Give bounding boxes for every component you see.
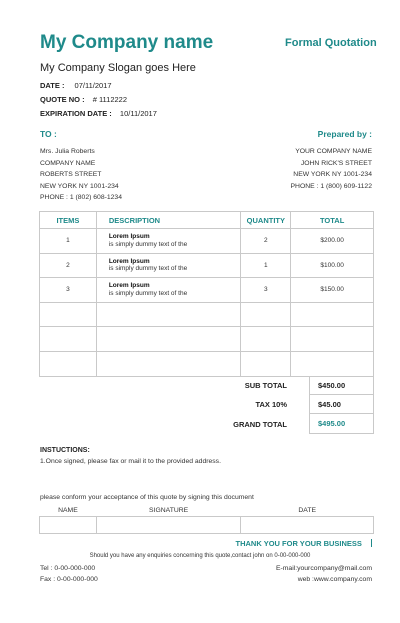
row-quantity	[241, 327, 291, 352]
quote-value: # 1112222	[92, 95, 128, 104]
recipient-name: Mrs. Julia Roberts	[40, 148, 95, 155]
recipient-company: COMPANY NAME	[40, 159, 96, 167]
subtotal-label: SUB TOTAL	[244, 381, 287, 390]
row-total: $100.00	[291, 253, 374, 278]
row-item: 2	[40, 253, 97, 278]
recipient-city: NEW YORK NY 1001-234	[40, 182, 119, 190]
header-description: DESCRIPTION	[96, 212, 241, 229]
quote-row	[40, 95, 127, 104]
footer-fax: Fax : 0-00-000-000	[40, 576, 98, 583]
company-slogan: My Company Slogan goes Here	[40, 62, 196, 74]
instructions-title: INSTUCTIONS:	[40, 447, 90, 454]
signature-header-name: NAME	[58, 506, 78, 514]
table-row	[40, 229, 374, 254]
row-quantity	[241, 302, 291, 327]
sender-company: YOUR COMPANY NAME	[295, 148, 372, 155]
footer-tel: Tel : 0-00-000-000	[40, 565, 96, 572]
row-desc-text: is simply dummy text of the	[108, 265, 188, 273]
table-row	[40, 278, 374, 303]
date-label: DATE :	[40, 81, 65, 90]
row-quantity: 1	[241, 253, 291, 278]
header-quantity: QUANTITY	[241, 212, 291, 229]
thank-you-message	[236, 539, 373, 548]
to-label: TO :	[40, 129, 57, 139]
row-description	[96, 351, 241, 376]
header-items: ITEMS	[40, 212, 97, 229]
row-item: 3	[40, 278, 97, 303]
row-desc-text: is simply dummy text of the	[108, 289, 188, 297]
text-cursor-mark	[371, 539, 372, 547]
quote-label: QUOTE NO :	[40, 95, 85, 104]
signature-field[interactable]	[96, 516, 241, 533]
date-value: 07/11/2017	[74, 81, 112, 90]
row-total: $150.00	[291, 278, 374, 303]
prepared-by-label: Prepared by :	[317, 129, 372, 139]
date-row	[40, 81, 112, 90]
row-total	[291, 302, 374, 327]
row-description	[96, 278, 241, 303]
acceptance-text: please conform your acceptance of this quote by signing this document	[40, 494, 254, 501]
tax-label: TAX 10%	[255, 400, 287, 409]
row-desc-title: Lorem Ipsum	[108, 233, 150, 241]
row-item: 1	[40, 229, 97, 254]
row-item	[40, 302, 97, 327]
sender-address	[291, 146, 372, 192]
table-row	[40, 253, 374, 278]
row-desc-title: Lorem Ipsum	[108, 257, 150, 265]
sender-phone: PHONE : 1 (800) 609-1122	[290, 182, 372, 190]
signature-header-date: DATE	[298, 506, 317, 514]
expiration-label: EXPIRATION DATE :	[40, 109, 112, 118]
expiration-value: 10/11/2017	[119, 109, 157, 118]
footer-email: E-mail:yourcompany@mail.com	[275, 565, 372, 572]
grand-total-label: GRAND TOTAL	[233, 420, 287, 429]
subtotal-value: $450.00	[309, 376, 374, 395]
company-name: My Company name	[40, 32, 214, 53]
tax-value: $45.00	[309, 395, 374, 414]
row-desc-text: is simply dummy text of the	[108, 240, 188, 248]
signature-header-signature: SIGNATURE	[149, 506, 189, 514]
row-item	[40, 351, 97, 376]
thank-you-text: THANK YOU FOR YOUR BUSINESS	[235, 539, 362, 548]
table-row	[40, 302, 374, 327]
header-total: TOTAL	[291, 212, 374, 229]
row-quantity: 2	[241, 229, 291, 254]
row-description	[96, 229, 241, 254]
instructions-text: 1.Once signed, please fax or mail it to the provided address.	[40, 458, 221, 465]
row-description	[96, 302, 241, 327]
grand-total-value: $495.00	[309, 414, 374, 434]
footer-web: web :www.company.com	[297, 576, 372, 583]
signature-date-field[interactable]	[241, 516, 374, 533]
signature-table	[39, 505, 374, 534]
table-row	[40, 351, 374, 376]
signature-header-row	[40, 505, 374, 516]
items-header-row	[40, 212, 374, 229]
sender-city: NEW YORK NY 1001-234	[293, 171, 372, 178]
signature-row	[40, 516, 374, 533]
row-total	[291, 327, 374, 352]
table-row	[40, 327, 374, 352]
row-quantity: 3	[241, 278, 291, 303]
enquiry-note: Should you have any enquiries concerning this quote,contact john on 0-00-000-000	[89, 553, 311, 559]
expiration-row	[40, 109, 157, 118]
row-item	[40, 327, 97, 352]
document-title: Formal Quotation	[285, 37, 377, 49]
recipient-street: ROBERTS STREET	[40, 171, 102, 178]
items-table	[39, 211, 374, 377]
row-quantity	[241, 351, 291, 376]
sender-street: JOHN RICK'S STREET	[300, 159, 372, 167]
recipient-phone: PHONE : 1 (802) 608-1234	[40, 194, 122, 201]
row-description	[96, 327, 241, 352]
recipient-address	[40, 146, 122, 204]
row-total: $200.00	[291, 229, 374, 254]
row-description	[96, 253, 241, 278]
row-desc-title: Lorem Ipsum	[108, 282, 150, 290]
row-total	[291, 351, 374, 376]
signature-name-field[interactable]	[40, 516, 97, 533]
